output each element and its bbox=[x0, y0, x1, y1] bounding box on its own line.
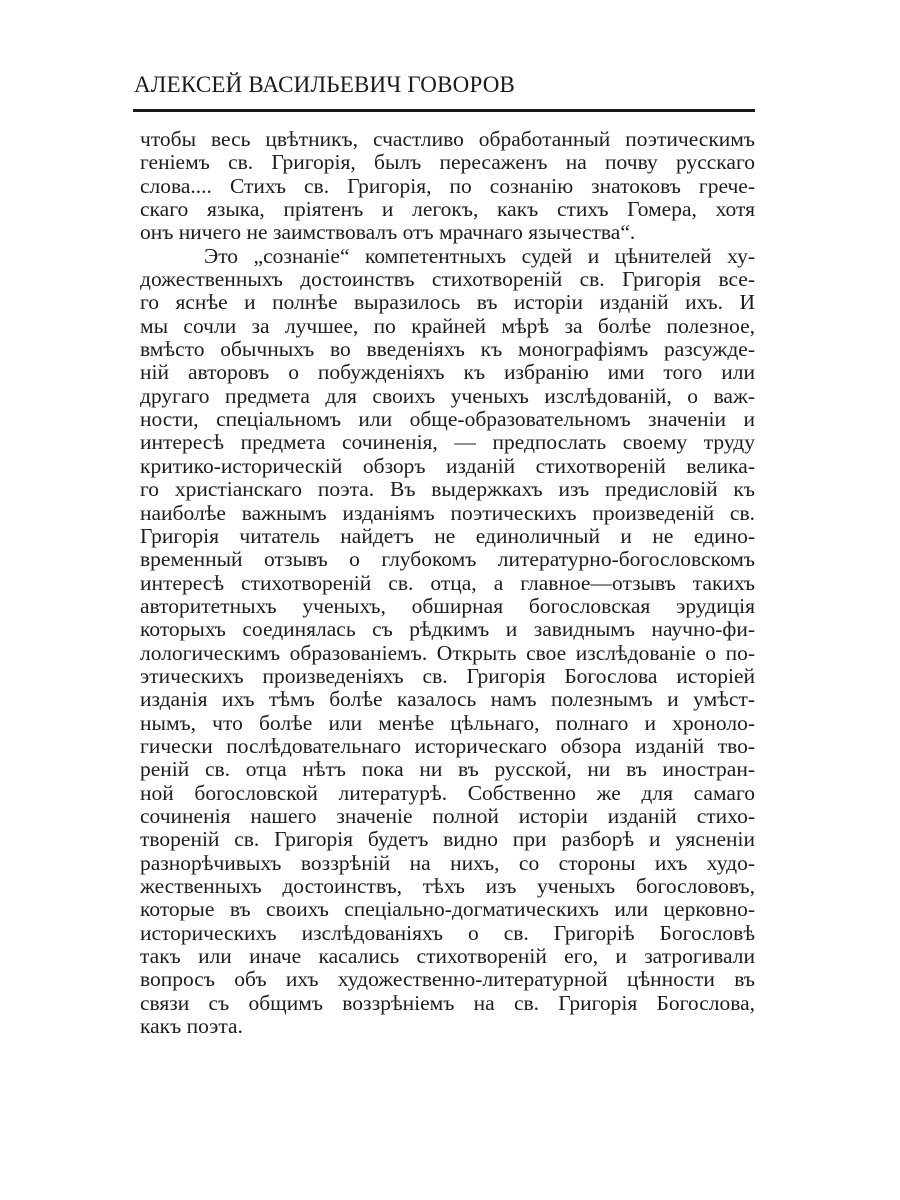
text-line: авторитетныхъ ученыхъ, обширная богословская эрудиція bbox=[140, 593, 755, 618]
text-line: наиболѣе важнымъ изданіямъ поэтическихъ произведеній св. bbox=[140, 500, 755, 525]
text-line: жественныхъ достоинствъ, тѣхъ изъ ученыхъ богослововъ, bbox=[140, 874, 755, 898]
header-rule bbox=[133, 109, 755, 112]
text-line: которые въ своихъ спеціально-догматическихъ или церковно- bbox=[140, 897, 755, 922]
text-line: скаго языка, пріятенъ и легокъ, какъ стихъ Гомера, хотя bbox=[140, 197, 755, 222]
text-line: которыхъ соединялась съ рѣдкимъ и завиднымъ научно-фи- bbox=[140, 617, 755, 642]
text-line: го христіанскаго поэта. Въ выдержкахъ изъ предисловій къ bbox=[140, 477, 755, 502]
text-line: го яснѣе и полнѣе выразилось въ исторіи изданій ихъ. И bbox=[140, 290, 755, 315]
text-line: изданія ихъ тѣмъ болѣе казалось намъ полезнымъ и умѣст- bbox=[140, 687, 755, 712]
text-line: временный отзывъ о глубокомъ литературно-богословскомъ bbox=[140, 547, 755, 572]
text-line: чтобы весь цвѣтникъ, счастливо обработанный поэтическимъ bbox=[140, 127, 755, 151]
text-line: такъ или иначе касались стихотвореній его, и затрогивали bbox=[140, 944, 755, 969]
text-line: историческихъ изслѣдованіяхъ о св. Григоріѣ Богословѣ bbox=[140, 920, 755, 945]
text-line: твореній св. Григорія будетъ видно при разборѣ и уясненіи bbox=[140, 827, 755, 852]
text-line: ній авторовъ о побужденіяхъ къ избранію ими того или bbox=[140, 360, 755, 385]
text-line: ной богословской литературѣ. Собственно же для самаго bbox=[140, 780, 755, 805]
text-line: Это „сознаніе“ компетентныхъ судей и цѣнителей ху- bbox=[204, 243, 755, 268]
text-line: мы сочли за лучшее, по крайней мѣрѣ за болѣе полезное, bbox=[140, 313, 755, 338]
text-line: критико-историческій обзоръ изданій стихотвореній велика- bbox=[140, 453, 755, 478]
text-line: реній св. отца нѣтъ пока ни въ русской, ни въ иностран- bbox=[140, 757, 755, 782]
text-line: геніемъ св. Григорія, былъ пересаженъ на почву русскаго bbox=[140, 150, 755, 175]
running-header: АЛЕКСЕЙ ВАСИЛЬЕВИЧ ГОВОРОВ bbox=[134, 72, 516, 97]
text-line: ности, спеціальномъ или обще-образовательномъ значеніи и bbox=[140, 407, 755, 432]
text-line: вмѣсто обычныхъ во введеніяхъ къ монографіямъ разсужде- bbox=[140, 337, 755, 362]
text-line: нымъ, что болѣе или менѣе цѣльнаго, полнаго и хроноло- bbox=[140, 710, 755, 735]
text-line: этическихъ произведеніяхъ св. Григорія Богослова исторіей bbox=[140, 663, 755, 688]
text-line: онъ ничего не заимствовалъ отъ мрачнаго язычества“. bbox=[140, 220, 636, 245]
text-line: лологическимъ образованіемъ. Открыть свое изслѣдованіе о по- bbox=[140, 640, 755, 665]
text-line: разнорѣчивыхъ воззрѣній на нихъ, со стороны ихъ худо- bbox=[140, 850, 755, 875]
text-line: какъ поэта. bbox=[140, 1014, 243, 1039]
text-line: связи съ общимъ воззрѣніемъ на св. Григорія Богослова, bbox=[140, 990, 755, 1015]
text-line: сочиненія нашего значеніе полной исторіи изданій стихо- bbox=[140, 803, 755, 828]
text-line: интересѣ стихотвореній св. отца, а главное—отзывъ такихъ bbox=[140, 570, 755, 595]
text-line: гически послѣдовательнаго историческаго обзора изданій тво- bbox=[140, 733, 755, 758]
text-line: слова.... Стихъ св. Григорія, по сознанію знатоковъ грече- bbox=[140, 173, 755, 198]
body-text bbox=[140, 128, 755, 1038]
text-line: дожественныхъ достоинствъ стихотвореній св. Григорія все- bbox=[140, 267, 755, 292]
text-line: вопросъ объ ихъ художественно-литературной цѣнности въ bbox=[140, 967, 755, 992]
text-line: Григорія читатель найдетъ не единоличный и не едино- bbox=[140, 523, 755, 548]
text-line: другаго предмета для своихъ ученыхъ изслѣдованій, о важ- bbox=[140, 383, 755, 408]
text-line: интересѣ предмета сочиненія, — предпослать своему труду bbox=[140, 430, 755, 455]
